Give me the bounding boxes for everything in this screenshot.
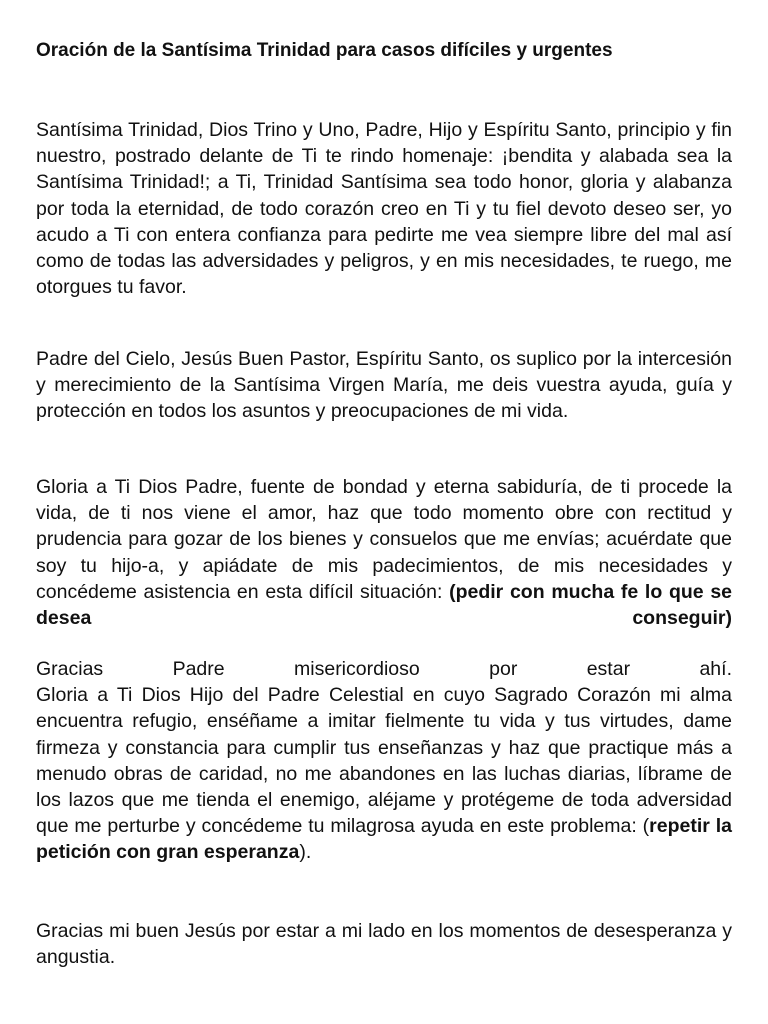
paragraph-4-text: Gloria a Ti Dios Hijo del Padre Celestial en cuyo Sagrado Corazón mi alma encuentra refugio, enséñame a imitar fielmente tu vida y tus virtudes, dame firmeza y constancia para cumplir tus enseñanzas y haz que practique más a menudo obras de caridad, no me abandones en las luchas diarias, líbrame de los lazos que me tienda el enemigo, aléjame y protégeme de toda adversidad que me perturbe y concédeme tu milagrosa ayuda en este problema: (	[36, 684, 732, 838]
paragraph-4-end: ).	[299, 841, 312, 864]
paragraph-4-bold-instruction: repetir la petición con gran esperanza	[36, 815, 733, 864]
paragraph-3-bold-instruction: (pedir con mucha fe lo que se desea conseguir)	[36, 580, 733, 630]
document-title: Oración de la Santísima Trinidad para casos difíciles y urgentes	[36, 40, 613, 61]
paragraph-4-first-line: Gracias Padre misericordioso por estar ahí.	[36, 658, 732, 680]
paragraph-2: Padre del Cielo, Jesús Buen Pastor, Espíritu Santo, os suplico por la intercesión y merecimiento de la Santísima Virgen María, me deis vuestra ayuda, guía y protección en todos los asuntos y preocupaciones de mi vida.	[36, 348, 732, 423]
paragraph-4	[36, 656, 732, 866]
paragraph-3	[36, 474, 732, 631]
paragraph-5: Gracias mi buen Jesús por estar a mi lado en los momentos de desesperanza y angustia.	[36, 920, 732, 969]
paragraph-3-text: Gloria a Ti Dios Padre, fuente de bondad y eterna sabiduría, de ti procede la vida, de ti nos viene el amor, haz que todo momento obre con rectitud y prudencia para gozar de los bienes y consuelos que me envías; acuérdate que soy tu hijo-a, y apiádate de mis padecimientos, de mis necesidades y concédeme asistencia en esta difícil situación:	[36, 476, 732, 603]
paragraph-1: Santísima Trinidad, Dios Trino y Uno, Padre, Hijo y Espíritu Santo, principio y fin nuestro, postrado delante de Ti te rindo homenaje: ¡bendita y alabada sea la Santísima Trinidad!; a Ti, Trinidad Santísima sea todo honor, gloria y alabanza por toda la eternidad, de todo corazón creo en Ti y tu fiel devoto deseo ser, yo acudo a Ti con entera confianza para pedirte me vea siempre libre del mal así como de todas las adversidades y peligros, y en mis necesidades, te ruego, me otorgues tu favor.	[36, 119, 732, 299]
